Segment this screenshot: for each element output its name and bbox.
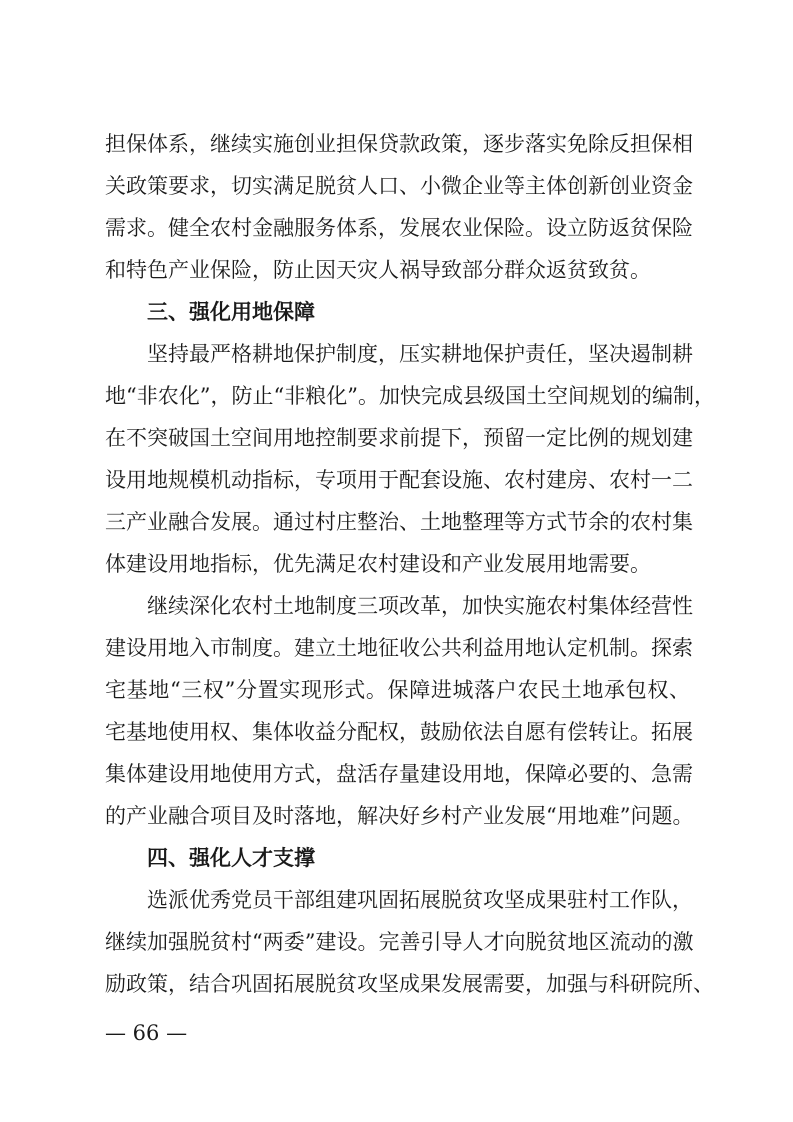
body-text-line: 集体建设用地使用方式，盘活存量建设用地，保障必要的、急需: [105, 762, 693, 786]
body-text-line: 体建设用地指标，优先满足农村建设和产业发展用地需要。: [105, 552, 651, 576]
body-text-line: 设用地规模机动指标，专项用于配套设施、农村建房、农村一二: [105, 468, 693, 492]
body-text-line: 宅基地“三权”分置实现形式。保障进城落户农民土地承包权、: [105, 678, 690, 702]
body-text-line: 坚持最严格耕地保护制度，压实耕地保护责任，坚决遏制耕: [147, 342, 693, 366]
body-text-line: 在不突破国土空间用地控制要求前提下，预留一定比例的规划建: [105, 426, 693, 450]
body-text-line: 和特色产业保险，防止因天灾人祸导致部分群众返贫致贫。: [105, 258, 651, 282]
page-number: — 66 —: [105, 1021, 188, 1045]
section-heading-talent: 四、强化人才支撑: [147, 846, 315, 870]
body-text-line: 宅基地使用权、集体收益分配权，鼓励依法自愿有偿转让。拓展: [105, 720, 693, 744]
body-text-line: 继续加强脱贫村“两委”建设。完善引导人才向脱贫地区流动的激: [105, 930, 694, 954]
body-text-line: 选派优秀党员干部组建巩固拓展脱贫攻坚成果驻村工作队，: [147, 888, 693, 912]
body-text-line: 三产业融合发展。通过村庄整治、土地整理等方式节余的农村集: [105, 510, 693, 534]
section-heading-land: 三、强化用地保障: [147, 300, 315, 324]
body-text-line: 需求。健全农村金融服务体系，发展农业保险。设立防返贫保险: [105, 216, 693, 240]
body-text-line: 建设用地入市制度。建立土地征收公共利益用地认定机制。探索: [105, 636, 693, 660]
body-text-line: 继续深化农村土地制度三项改革，加快实施农村集体经营性: [147, 594, 693, 618]
body-text-line: 关政策要求，切实满足脱贫人口、小微企业等主体创新创业资金: [105, 174, 693, 198]
body-text-line: 地“非农化”，防止“非粮化”。加快完成县级国土空间规划的编制，: [105, 384, 715, 408]
body-text-line: 励政策，结合巩固拓展脱贫攻坚成果发展需要，加强与科研院所、: [105, 972, 714, 996]
body-text-line: 的产业融合项目及时落地，解决好乡村产业发展“用地难”问题。: [105, 804, 694, 828]
body-text-line: 担保体系，继续实施创业担保贷款政策，逐步落实免除反担保相: [105, 132, 693, 156]
